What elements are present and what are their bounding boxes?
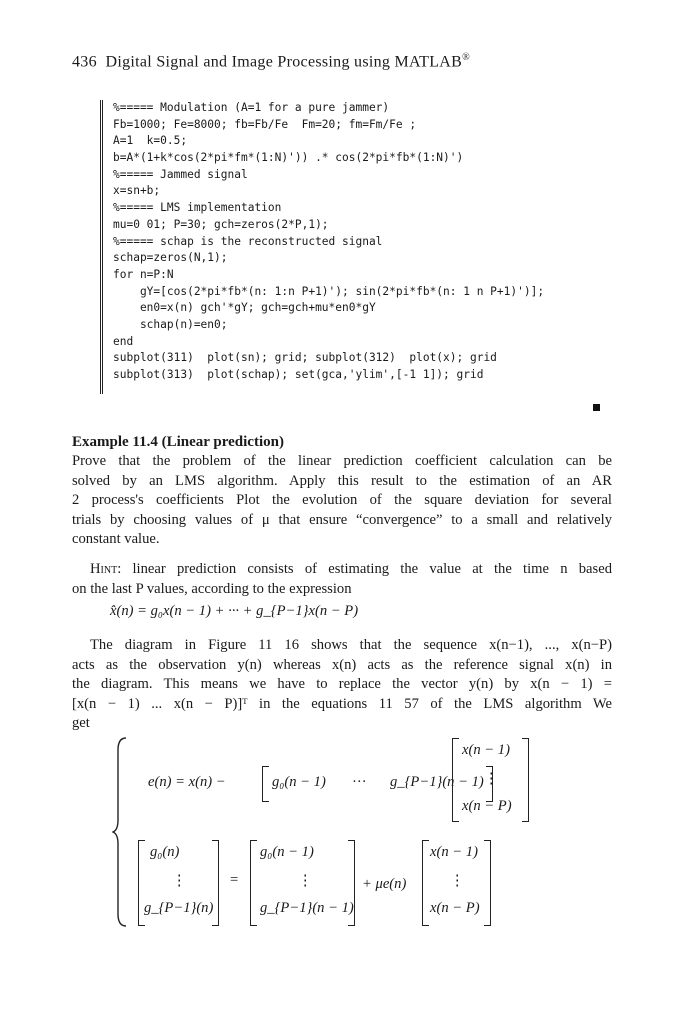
code-line: for n=P:N bbox=[113, 267, 174, 281]
col-x2-last: x(n − P) bbox=[430, 900, 480, 916]
hint-label: Hint: bbox=[90, 561, 122, 577]
code-line: subplot(311) plot(sn); grid; subplot(312) plot(x); grid bbox=[113, 351, 497, 365]
left-brace bbox=[112, 736, 128, 928]
hint-paragraph bbox=[72, 560, 612, 599]
error-lhs: e(n) = x(n) − bbox=[148, 774, 226, 790]
diagram-explanation bbox=[72, 636, 612, 734]
g-new-dots: ⋮ bbox=[172, 873, 187, 889]
code-line: x=sn+b; bbox=[113, 184, 161, 198]
code-line: gY=[cos(2*pi*fb*(n: 1:n P+1)'); sin(2*pi*fb*(n: 1 n P+1)')]; bbox=[113, 284, 545, 298]
code-line: b=A*(1+k*cos(2*pi*fm*(1:N)')) .* cos(2*pi*fb*(1:N)') bbox=[113, 151, 464, 165]
prediction-equation: x̂(n) = g₀x(n − 1) + ··· + g_{P−1}x(n − P) bbox=[110, 603, 359, 619]
text-line: constant value. bbox=[72, 531, 160, 548]
col-x2-first: x(n − 1) bbox=[430, 844, 478, 860]
col-x-last: x(n − P) bbox=[462, 798, 512, 814]
text-line: Prove that the problem of the linear prediction coefficient calculation can be bbox=[72, 453, 612, 469]
book-title: Digital Signal and Image Processing using MATLAB bbox=[105, 53, 463, 71]
code-line: %===== schap is the reconstructed signal bbox=[113, 234, 383, 248]
text-line: get bbox=[72, 715, 90, 732]
g-old-dots: ⋮ bbox=[298, 873, 313, 889]
code-line: mu=0 01; P=30; gch=zeros(2*P,1); bbox=[113, 217, 329, 231]
row-vector-first: g₀(n − 1) bbox=[272, 774, 326, 790]
text-line: the diagram. This means we have to replace the vector y(n) by x(n − 1) = bbox=[72, 676, 612, 693]
code-line: schap=zeros(N,1); bbox=[113, 251, 228, 265]
step-term: + μe(n) bbox=[362, 876, 407, 892]
example-title: Example 11.4 (Linear prediction) bbox=[72, 434, 284, 450]
example-statement bbox=[72, 452, 612, 550]
equals-sign: = bbox=[230, 872, 239, 888]
g-old-last: g_{P−1}(n − 1) bbox=[260, 900, 354, 916]
g-new-first: g₀(n) bbox=[150, 844, 180, 860]
code-line: %===== Modulation (A=1 for a pure jammer) bbox=[113, 101, 390, 114]
code-line: Fb=1000; Fe=8000; fb=Fb/Fe Fm=20; fm=Fm/Fe ; bbox=[113, 117, 417, 131]
code-line: A=1 k=0.5; bbox=[113, 134, 188, 148]
text-line: acts as the observation y(n) whereas x(n) acts as the reference signal x(n) in bbox=[72, 656, 612, 673]
text-line: on the last P values, according to the expression bbox=[72, 580, 352, 597]
code-line: en0=x(n) gch'*gY; gch=gch+mu*en0*gY bbox=[113, 301, 376, 315]
text-line: solved by an LMS algorithm. Apply this result to the estimation of an AR bbox=[72, 472, 612, 489]
code-line: subplot(313) plot(schap); set(gca,'ylim',[-1 1]); grid bbox=[113, 368, 484, 381]
col-x-first: x(n − 1) bbox=[462, 742, 510, 758]
running-header bbox=[72, 52, 470, 71]
col-x-dots: ⋮ bbox=[484, 771, 499, 787]
row-vector-last: g_{P−1}(n − 1) bbox=[390, 774, 484, 790]
page-number: 436 bbox=[72, 53, 97, 71]
end-of-example-square bbox=[593, 404, 600, 411]
text-line: trials by choosing values of μ that ensure “convergence” to a small and relatively bbox=[72, 511, 612, 528]
lms-equation-system bbox=[112, 736, 532, 928]
text-line: linear prediction consists of estimating the value at the time n based bbox=[121, 561, 612, 577]
text-line: The diagram in Figure 11 16 shows that the sequence x(n−1), ..., x(n−P) bbox=[90, 637, 612, 653]
registered-mark: ® bbox=[462, 52, 471, 63]
code-line: %===== Jammed signal bbox=[113, 167, 248, 181]
row-vector-dots: ··· bbox=[352, 774, 367, 790]
code-line: end bbox=[113, 334, 134, 348]
code-line: %===== LMS implementation bbox=[113, 201, 282, 215]
text-line: 2 process's coefficients Plot the evolution of the square deviation for several bbox=[72, 492, 612, 509]
code-line: schap(n)=en0; bbox=[113, 317, 228, 331]
g-old-first: g₀(n − 1) bbox=[260, 844, 314, 860]
text-line: [x(n − 1) ... x(n − P)]ᵀ in the equations 11 57 of the LMS algorithm We bbox=[72, 695, 612, 712]
col-x2-dots: ⋮ bbox=[450, 873, 465, 889]
g-new-last: g_{P−1}(n) bbox=[144, 900, 214, 916]
matlab-code-listing bbox=[100, 100, 560, 394]
